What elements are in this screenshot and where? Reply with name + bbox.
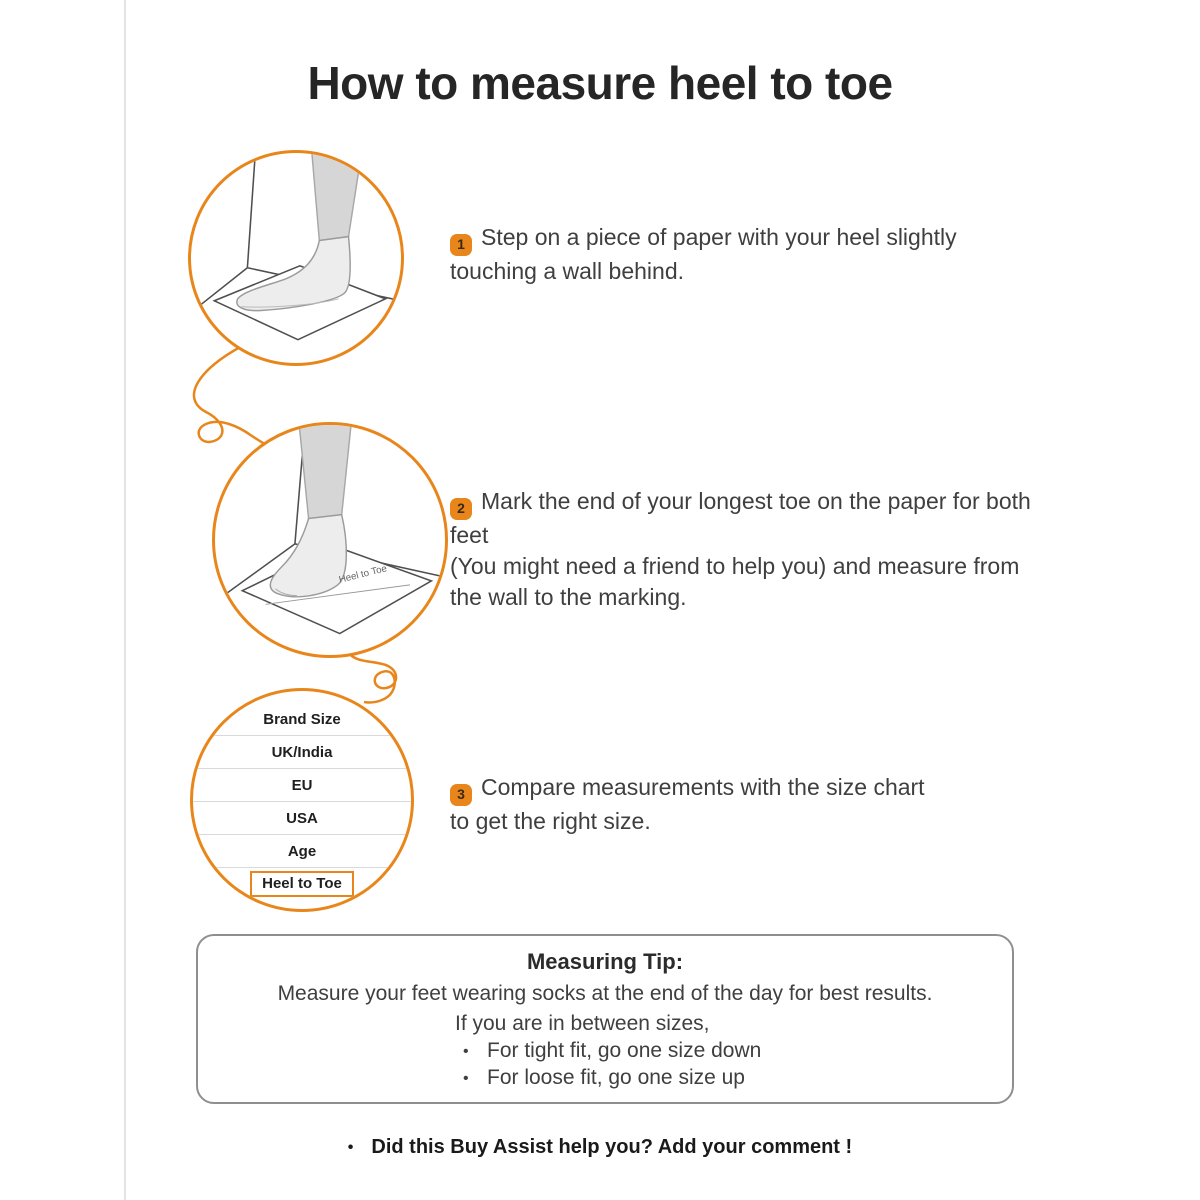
- heel-to-toe-label: Heel to Toe: [337, 563, 389, 586]
- footer-note: [0, 1136, 1200, 1159]
- illustration-step2-circle: [212, 422, 448, 658]
- size-chart-row-usa: USA: [193, 801, 411, 834]
- tip-bullet-text: For loose fit, go one size up: [487, 1066, 745, 1089]
- step-3-text-line: Compare measurements with the size chart: [481, 774, 925, 800]
- measuring-tip-title: Measuring Tip:: [526, 949, 684, 974]
- step-1-text-line: Step on a piece of paper with your heel slightly: [481, 224, 957, 250]
- bullet-icon: •: [347, 1139, 354, 1156]
- measuring-tip-line1: Measure your feet wearing socks at the end of the day for best results.: [277, 982, 933, 1005]
- bullet-icon: •: [463, 1043, 469, 1060]
- size-chart: [193, 703, 411, 900]
- step-2-text-line: (You might need a friend to help you) and measure from: [450, 552, 1020, 579]
- page-left-border: [124, 0, 126, 1200]
- size-chart-row-age: Age: [193, 834, 411, 867]
- step-2-text-line: the wall to the marking.: [450, 583, 687, 610]
- illustration-step3-circle: [190, 688, 414, 912]
- foot-measure-icon: [215, 425, 445, 655]
- heel-to-toe-highlight: Heel to Toe: [250, 871, 354, 897]
- size-chart-row-uk-india: UK/India: [193, 735, 411, 768]
- illustration-step1-circle: [188, 150, 404, 366]
- foot-on-paper-icon: [191, 153, 401, 363]
- step-3: [450, 772, 970, 837]
- tip-bullet-text: For tight fit, go one size down: [487, 1039, 762, 1062]
- tip-bullet-row: [455, 1066, 1012, 1090]
- size-chart-row-heel-to-toe: [193, 867, 411, 900]
- step-1-number-badge: 1: [450, 234, 472, 256]
- bullet-icon: •: [463, 1070, 469, 1087]
- measuring-tip-line2: If you are in between sizes,: [455, 1012, 710, 1035]
- tip-bullet-row: [455, 1039, 1012, 1063]
- step-2-number-badge: 2: [450, 498, 472, 520]
- step-3-number-badge: 3: [450, 784, 472, 806]
- connector-curve-2-icon: [348, 652, 396, 702]
- size-chart-row-eu: EU: [193, 768, 411, 801]
- step-3-text-line: to get the right size.: [450, 807, 651, 834]
- measuring-tip-sizes-block: [455, 1012, 1012, 1090]
- footer-note-text: Did this Buy Assist help you? Add your comment !: [371, 1136, 853, 1158]
- step-2: [450, 486, 1050, 613]
- measuring-tip-box: [196, 934, 1014, 1104]
- size-chart-row-brand-size: Brand Size: [263, 710, 341, 728]
- step-2-text-line: Mark the end of your longest toe on the paper for both feet: [450, 488, 1031, 548]
- step-1: [450, 222, 1025, 287]
- page-title: How to measure heel to toe: [307, 57, 893, 109]
- step-1-text-line: touching a wall behind.: [450, 257, 684, 284]
